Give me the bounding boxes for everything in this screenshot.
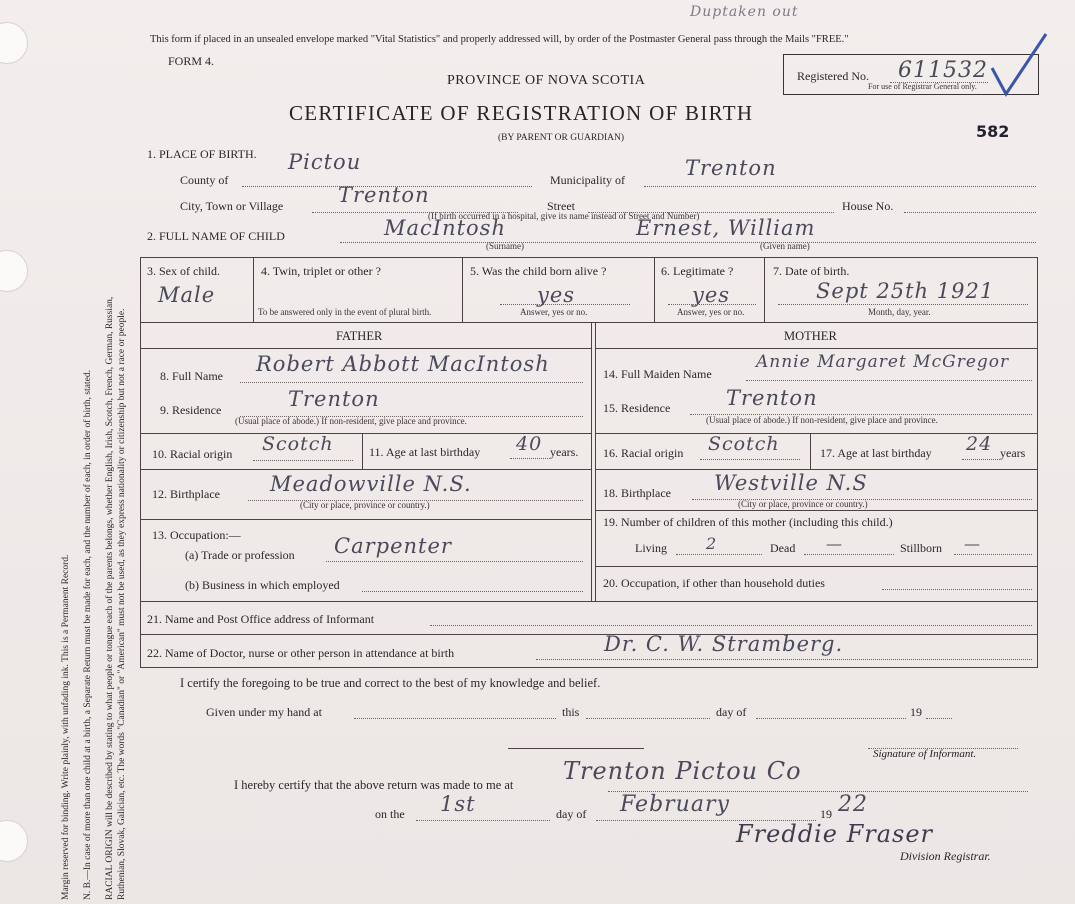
father-racial-label: 10. Racial origin — [152, 447, 233, 461]
mail-notice: This form if placed in an unsealed envelope marked "Vital Statistics" and properly addressed will, by order of the Postmaster General pass through the Mails "FREE." — [150, 34, 849, 45]
father-residence-caption: (Usual place of abode.) If non-resident, give place and province. — [235, 416, 467, 426]
mother-residence-caption: (Usual place of abode.) If non-resident, give place and province. — [706, 415, 938, 425]
twin-label: 4. Twin, triplet or other ? — [261, 264, 381, 278]
trade-label: (a) Trade or profession — [185, 548, 295, 562]
father-name-label: 8. Full Name — [160, 369, 223, 383]
mother-name-label: 14. Full Maiden Name — [603, 367, 712, 381]
margin-line-2: N. B.—In case of more than one child at a birth, a Separate Return must be made for each, and the number of each, in order of birth, stated. — [83, 370, 93, 900]
mother-residence-value: Trenton — [726, 386, 818, 410]
registrar-signature: Freddie Fraser — [736, 820, 933, 848]
rule — [654, 257, 655, 322]
municipality-value: Trenton — [685, 156, 777, 180]
day-of-label: day of — [716, 705, 747, 719]
mother-birthplace-label: 18. Birthplace — [603, 486, 671, 500]
rule — [253, 257, 254, 322]
business-label: (b) Business in which employed — [185, 578, 340, 592]
born-alive-caption: Answer, yes or no. — [520, 307, 588, 317]
rule — [362, 433, 363, 469]
return-place-value: Trenton Pictou Co — [563, 757, 802, 785]
legitimate-value: yes — [692, 283, 731, 307]
punch-hole-bottom — [0, 820, 28, 862]
rule — [810, 433, 811, 469]
on-the-label: on the — [375, 807, 405, 821]
doctor-label: 22. Name of Doctor, nurse or other person in attendance at birth — [147, 646, 455, 660]
month-day-of-label: day of — [556, 807, 587, 821]
rule — [140, 322, 1038, 323]
mother-heading: MOTHER — [784, 329, 837, 343]
rule — [140, 634, 1038, 635]
form-number: FORM 4. — [168, 54, 215, 68]
date-of-birth-label: 7. Date of birth. — [773, 264, 850, 278]
father-age-value: 40 — [516, 433, 543, 455]
hospital-note: (If birth occurred in a hospital, give its name instead of Street and Number) — [428, 211, 700, 221]
rule — [595, 469, 1037, 470]
father-occupation-label: 13. Occupation:— — [152, 528, 241, 542]
county-value: Pictou — [288, 150, 362, 174]
father-age-label: 11. Age at last birthday — [369, 445, 481, 459]
rule — [595, 566, 1037, 567]
municipality-label: Municipality of — [550, 173, 625, 187]
father-age-unit: years. — [550, 445, 579, 459]
trade-value: Carpenter — [334, 534, 452, 558]
given-under-label: Given under my hand at — [206, 705, 322, 719]
child-name-label: 2. FULL NAME OF CHILD — [147, 229, 285, 243]
top-handwritten-note: Duptaken out — [690, 4, 799, 20]
margin-instructions — [60, 10, 128, 900]
year-prefix-2: 19 — [820, 807, 832, 821]
year-value: 22 — [838, 792, 868, 817]
informant-label: 21. Name and Post Office address of Informant — [147, 612, 375, 626]
mother-birthplace-value: Westville N.S — [714, 471, 868, 495]
child-given-name-value: Ernest, William — [636, 216, 816, 240]
margin-line-3: RACIAL ORIGIN will be described by stating to what people or tongue each of the parents belongs, whether English, Irish, Scotch, French, German, Russian, — [105, 296, 115, 900]
mother-racial-value: Scotch — [708, 433, 780, 455]
registrar-use-note: For use of Registrar General only. — [868, 82, 977, 91]
street-label: Street — [547, 199, 575, 213]
stillborn-label: Stillborn — [900, 541, 943, 555]
mother-birthplace-caption: (City or place, province or country.) — [738, 499, 868, 509]
mother-age-label: 17. Age at last birthday — [820, 446, 932, 460]
rule — [595, 348, 1037, 349]
rule — [140, 257, 141, 667]
city-town-village-label: City, Town or Village — [180, 199, 284, 213]
rule — [595, 510, 1037, 511]
child-surname-value: MacIntosh — [384, 216, 506, 240]
month-value: February — [620, 792, 730, 817]
rule — [140, 667, 1038, 668]
rule — [140, 469, 591, 470]
mother-age-unit: years — [1000, 446, 1026, 460]
margin-line-4: Ruthenian, Slovak, Galician, etc. The words "Canadian" or "American" must not be used, as they express nationality or citizenship but not a race or people. — [117, 308, 127, 900]
margin-line-1: Margin reserved for binding. Write plainly, with unfading ink. This is a Permanent Record. — [61, 554, 71, 900]
rule — [140, 519, 591, 520]
father-name-value: Robert Abbott MacIntosh — [256, 352, 550, 376]
informant-signature-line — [508, 748, 644, 749]
place-of-birth-label: 1. PLACE OF BIRTH. — [147, 147, 257, 161]
rule — [140, 601, 1038, 602]
date-caption: Month, day, year. — [868, 307, 931, 317]
living-value: 2 — [706, 534, 718, 553]
house-no-label: House No. — [842, 199, 894, 213]
dead-label: Dead — [770, 541, 796, 555]
father-residence-value: Trenton — [288, 387, 380, 411]
punch-hole-middle — [0, 250, 28, 292]
province-heading: PROVINCE OF NOVA SCOTIA — [447, 73, 646, 88]
surname-caption: (Surname) — [486, 241, 524, 251]
year-prefix: 19 — [910, 705, 922, 719]
mother-residence-label: 15. Residence — [603, 401, 671, 415]
sex-label: 3. Sex of child. — [147, 264, 220, 278]
rule — [140, 348, 591, 349]
rule — [764, 257, 765, 322]
registrar-caption: Division Registrar. — [900, 849, 991, 863]
rule — [591, 322, 592, 601]
living-label: Living — [635, 541, 667, 555]
this-label: this — [562, 705, 580, 719]
father-birthplace-caption: (City or place, province or country.) — [300, 500, 430, 510]
date-of-birth-value: Sept 25th 1921 — [816, 279, 995, 303]
legitimate-label: 6. Legitimate ? — [661, 264, 734, 278]
certificate-subtitle: (BY PARENT OR GUARDIAN) — [498, 133, 625, 143]
stillborn-value: — — [964, 534, 981, 553]
dead-value: — — [826, 534, 843, 553]
born-alive-value: yes — [537, 283, 576, 307]
registered-no-label: Registered No. — [797, 69, 869, 83]
rule — [1037, 257, 1038, 667]
city-value: Trenton — [338, 183, 430, 207]
on-the-value: 1st — [440, 792, 476, 816]
rule — [140, 257, 1038, 258]
children-count-label: 19. Number of children of this mother (including this child.) — [603, 515, 893, 529]
stamp-number: 582 — [976, 122, 1010, 141]
checkmark-icon — [990, 30, 1050, 100]
certificate-title: CERTIFICATE OF REGISTRATION OF BIRTH — [289, 101, 754, 125]
legitimate-caption: Answer, yes or no. — [677, 307, 745, 317]
return-statement: I hereby certify that the above return was made to me at — [234, 778, 514, 792]
twin-note: To be answered only in the event of plural birth. — [258, 307, 432, 317]
punch-hole-top — [0, 22, 28, 64]
father-birthplace-value: Meadowville N.S. — [270, 472, 472, 496]
certify-statement: I certify the foregoing to be true and correct to the best of my knowledge and belief. — [180, 676, 601, 690]
rule — [595, 322, 596, 601]
father-birthplace-label: 12. Birthplace — [152, 487, 220, 501]
mother-racial-label: 16. Racial origin — [603, 446, 684, 460]
sex-value: Male — [158, 283, 216, 307]
rule — [462, 257, 463, 322]
mother-name-value: Annie Margaret McGregor — [756, 352, 1010, 372]
born-alive-label: 5. Was the child born alive ? — [470, 264, 607, 278]
mother-occupation-label: 20. Occupation, if other than household duties — [603, 576, 825, 590]
father-heading: FATHER — [336, 329, 383, 343]
given-name-caption: (Given name) — [760, 241, 810, 251]
mother-age-value: 24 — [966, 433, 993, 455]
father-residence-label: 9. Residence — [160, 403, 222, 417]
registered-no-value: 611532 — [898, 58, 988, 83]
county-label: County of — [180, 173, 229, 187]
signature-caption: Signature of Informant. — [873, 748, 977, 760]
father-racial-value: Scotch — [262, 433, 334, 455]
doctor-value: Dr. C. W. Stramberg. — [604, 632, 844, 656]
